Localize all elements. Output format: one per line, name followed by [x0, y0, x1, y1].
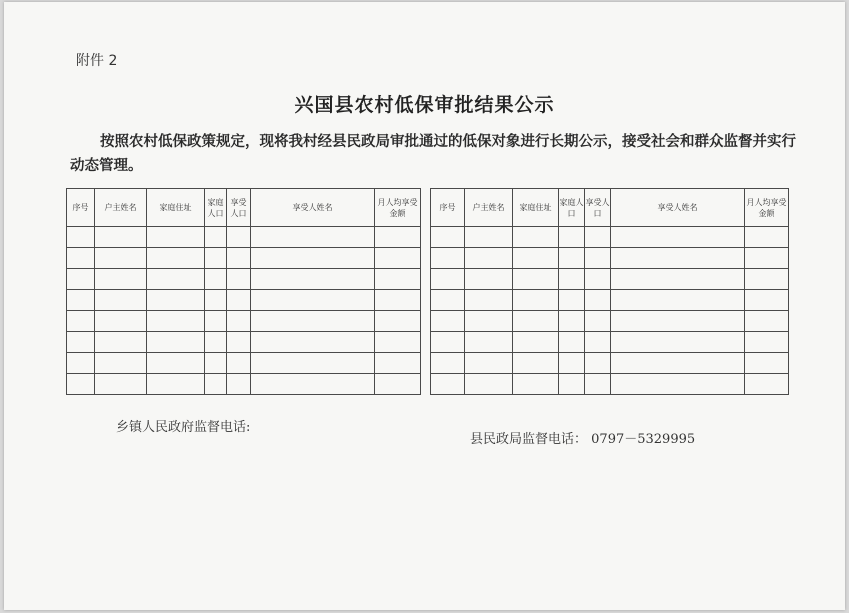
- table-row: [67, 227, 421, 248]
- table-cell: [431, 290, 465, 311]
- table-cell: [205, 290, 227, 311]
- table-cell: [513, 227, 559, 248]
- table-cell: [431, 332, 465, 353]
- table-cell: [67, 290, 95, 311]
- table-cell: [375, 248, 421, 269]
- table-cell: [251, 353, 375, 374]
- table-row: [67, 353, 421, 374]
- header-cell: 家庭人口: [205, 189, 227, 227]
- table-cell: [251, 332, 375, 353]
- document-page: [4, 2, 845, 610]
- table-cell: [205, 332, 227, 353]
- table-cell: [67, 311, 95, 332]
- table-row: [431, 248, 789, 269]
- table-cell: [611, 332, 745, 353]
- table-cell: [611, 290, 745, 311]
- header-cell: 家庭住址: [147, 189, 205, 227]
- table-cell: [513, 311, 559, 332]
- header-cell: 家庭住址: [513, 189, 559, 227]
- table-cell: [431, 353, 465, 374]
- table-cell: [251, 311, 375, 332]
- county-phone-number: 0797－5329995: [591, 432, 696, 447]
- table-cell: [205, 374, 227, 395]
- header-cell: 序号: [67, 189, 95, 227]
- header-cell: 月人均享受金额: [375, 189, 421, 227]
- table-cell: [585, 374, 611, 395]
- table-cell: [375, 227, 421, 248]
- table-cell: [611, 353, 745, 374]
- table-cell: [745, 353, 789, 374]
- table-cell: [375, 290, 421, 311]
- table-cell: [205, 353, 227, 374]
- table-cell: [559, 332, 585, 353]
- table-cell: [513, 374, 559, 395]
- table-cell: [513, 332, 559, 353]
- table-cell: [375, 311, 421, 332]
- table-cell: [585, 269, 611, 290]
- table-cell: [227, 311, 251, 332]
- table-cell: [465, 290, 513, 311]
- table-cell: [465, 248, 513, 269]
- table-cell: [95, 227, 147, 248]
- table-cell: [147, 332, 205, 353]
- table-cell: [431, 269, 465, 290]
- table-cell: [585, 290, 611, 311]
- table-cell: [745, 248, 789, 269]
- table-cell: [465, 374, 513, 395]
- attachment-label: 附件 2: [76, 53, 118, 69]
- table-cell: [431, 227, 465, 248]
- table-cell: [227, 227, 251, 248]
- table-cell: [611, 374, 745, 395]
- town-supervision-phone: 乡镇人民政府监督电话:: [116, 420, 251, 435]
- table-cell: [375, 269, 421, 290]
- county-supervision-phone: [470, 428, 695, 447]
- header-cell: 序号: [431, 189, 465, 227]
- table-cell: [227, 290, 251, 311]
- table-cell: [559, 248, 585, 269]
- table-cell: [67, 332, 95, 353]
- table-cell: [745, 311, 789, 332]
- table-cell: [375, 353, 421, 374]
- table-cell: [95, 353, 147, 374]
- table-cell: [375, 332, 421, 353]
- table-cell: [251, 227, 375, 248]
- table-cell: [67, 227, 95, 248]
- table-cell: [67, 353, 95, 374]
- table-cell: [513, 353, 559, 374]
- table-cell: [227, 332, 251, 353]
- header-cell: 家庭人口: [559, 189, 585, 227]
- table-row: [67, 248, 421, 269]
- header-cell: 享受人姓名: [611, 189, 745, 227]
- table-cell: [585, 227, 611, 248]
- table-cell: [147, 374, 205, 395]
- table-cell: [513, 248, 559, 269]
- document-title: 兴国县农村低保审批结果公示: [294, 94, 555, 116]
- table-cell: [95, 332, 147, 353]
- table-cell: [465, 332, 513, 353]
- table-cell: [205, 248, 227, 269]
- table-cell: [205, 311, 227, 332]
- table-cell: [147, 248, 205, 269]
- table-cell: [251, 290, 375, 311]
- table-cell: [611, 248, 745, 269]
- table-cell: [559, 227, 585, 248]
- table-cell: [611, 227, 745, 248]
- table-cell: [147, 269, 205, 290]
- table-cell: [147, 311, 205, 332]
- table-cell: [465, 311, 513, 332]
- left-result-table: [66, 188, 421, 395]
- table-cell: [559, 353, 585, 374]
- table-row: [431, 374, 789, 395]
- intro-paragraph: 按照农村低保政策规定，现将我村经县民政局审批通过的低保对象进行长期公示，接受社会和群众监督并实行动态管理。: [70, 133, 796, 174]
- table-cell: [67, 248, 95, 269]
- header-cell: 月人均享受金额: [745, 189, 789, 227]
- table-cell: [431, 374, 465, 395]
- table-cell: [95, 311, 147, 332]
- table-row: [431, 311, 789, 332]
- table-body: [431, 227, 789, 395]
- table-cell: [611, 311, 745, 332]
- table-cell: [745, 290, 789, 311]
- table-cell: [227, 269, 251, 290]
- table-cell: [95, 290, 147, 311]
- table-cell: [745, 374, 789, 395]
- header-cell: 享受人姓名: [251, 189, 375, 227]
- table-cell: [513, 290, 559, 311]
- table-cell: [465, 353, 513, 374]
- table-cell: [585, 353, 611, 374]
- table-cell: [227, 374, 251, 395]
- table-cell: [251, 374, 375, 395]
- table-row: [431, 269, 789, 290]
- table-cell: [431, 248, 465, 269]
- table-row: [67, 311, 421, 332]
- table-cell: [251, 248, 375, 269]
- table-cell: [251, 269, 375, 290]
- table-cell: [559, 311, 585, 332]
- table-cell: [95, 248, 147, 269]
- table-cell: [67, 269, 95, 290]
- table-cell: [611, 269, 745, 290]
- table-cell: [375, 374, 421, 395]
- table-body: [67, 227, 421, 395]
- table-header-row: [431, 189, 789, 227]
- table-cell: [227, 353, 251, 374]
- table-cell: [465, 227, 513, 248]
- table-cell: [513, 269, 559, 290]
- table-row: [67, 374, 421, 395]
- table-row: [431, 353, 789, 374]
- table-cell: [147, 227, 205, 248]
- table-cell: [585, 248, 611, 269]
- header-cell: 享受人口: [227, 189, 251, 227]
- table-cell: [559, 269, 585, 290]
- table-cell: [95, 269, 147, 290]
- table-header-row: [67, 189, 421, 227]
- table-cell: [147, 353, 205, 374]
- table-cell: [205, 269, 227, 290]
- table-row: [67, 332, 421, 353]
- right-result-table: [430, 188, 789, 395]
- table-cell: [559, 290, 585, 311]
- table-cell: [147, 290, 205, 311]
- table-cell: [745, 332, 789, 353]
- header-cell: 户主姓名: [95, 189, 147, 227]
- table-cell: [745, 227, 789, 248]
- table-row: [67, 290, 421, 311]
- table-cell: [227, 248, 251, 269]
- table-row: [431, 227, 789, 248]
- table-cell: [745, 269, 789, 290]
- county-phone-label: 县民政局监督电话：: [470, 432, 588, 447]
- table-cell: [465, 269, 513, 290]
- table-cell: [559, 374, 585, 395]
- table-row: [67, 269, 421, 290]
- table-row: [431, 290, 789, 311]
- header-cell: 户主姓名: [465, 189, 513, 227]
- header-cell: 享受人口: [585, 189, 611, 227]
- table-cell: [95, 374, 147, 395]
- table-cell: [205, 227, 227, 248]
- table-cell: [585, 332, 611, 353]
- table-cell: [431, 311, 465, 332]
- table-cell: [585, 311, 611, 332]
- table-cell: [67, 374, 95, 395]
- table-row: [431, 332, 789, 353]
